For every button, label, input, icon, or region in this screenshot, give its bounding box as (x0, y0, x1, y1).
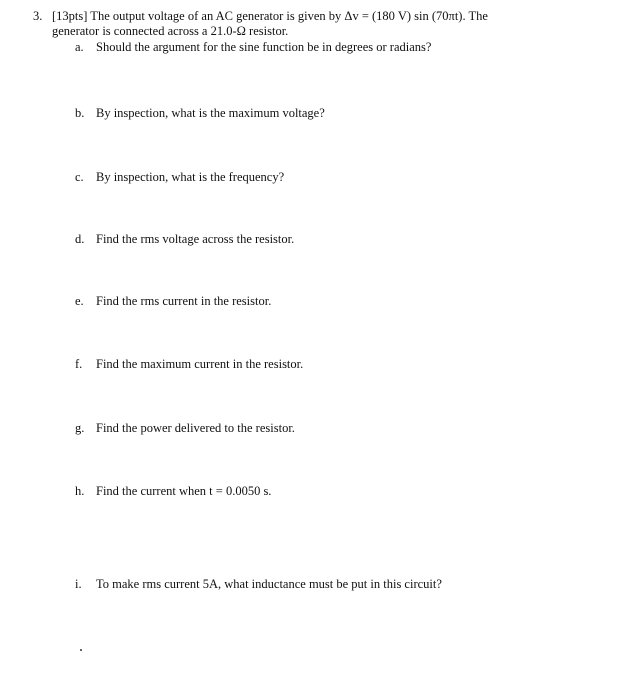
question-letter: e. (75, 294, 84, 308)
question-letter: a. (75, 40, 84, 54)
question-letter: c. (75, 170, 84, 184)
question-text: To make rms current 5A, what inductance must be put in this circuit? (96, 577, 442, 591)
question-text: Find the power delivered to the resistor. (96, 421, 295, 435)
question-text: Find the maximum current in the resistor. (96, 357, 304, 371)
question-text: Find the rms current in the resistor. (96, 294, 272, 308)
question-letter: h. (75, 484, 85, 498)
question-letter: g. (75, 421, 85, 435)
question-text: By inspection, what is the maximum voltage? (96, 106, 325, 120)
problem-stem-line-2: generator is connected across a 21.0-Ω resistor. (52, 24, 289, 38)
stray-dot-mark (80, 649, 82, 651)
problem-number: 3. (33, 9, 43, 23)
question-letter: b. (75, 106, 85, 120)
question-text: Find the rms voltage across the resistor. (96, 232, 295, 246)
question-text: Should the argument for the sine function be in degrees or radians? (96, 40, 432, 54)
question-letter: i. (75, 577, 82, 591)
question-text: Find the current when t = 0.0050 s. (96, 484, 272, 498)
question-text: By inspection, what is the frequency? (96, 170, 285, 184)
question-letter: f. (75, 357, 83, 371)
problem-stem-line-1: [13pts] The output voltage of an AC generator is given by Δv = (180 V) sin (70πt). The (52, 9, 488, 23)
question-letter: d. (75, 232, 85, 246)
